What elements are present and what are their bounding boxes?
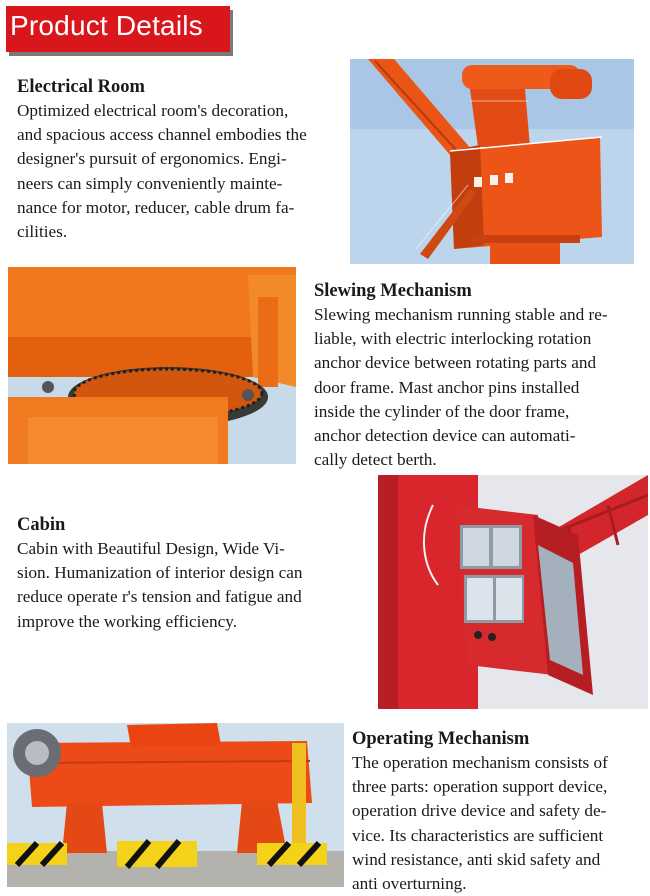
electrical-room-photo [350,59,634,264]
product-details-banner [6,6,230,52]
cabin-photo [378,475,648,709]
section-slewing-mechanism [314,279,648,472]
section-body: Cabin with Beautiful Design, Wide Vi- sion. Humanization of interior design can reduce operate r's tension and fatigue and improve the working efficiency. [17,539,303,631]
section-operating-mechanism [352,727,648,896]
section-body: Slewing mechanism running stable and re- liable, with electric interlocking rotation anchor device between rotating parts and door frame. Mast anchor pins installed inside the cylinder of the door frame, anchor detection device can automati- cally detect berth. [314,305,608,470]
section-body: Optimized electrical room's decoration, and spacious access channel embodies the designer's pursuit of ergonomics. Engi- neers can simply conveniently mainte- nance for motor, reducer, cable drum fa- cilities. [17,101,307,242]
section-cabin [17,513,357,634]
section-heading: Operating Mechanism [352,729,530,749]
section-heading: Electrical Room [17,77,145,97]
section-heading: Slewing Mechanism [314,281,472,301]
section-electrical-room [17,75,347,244]
banner-title: Product Details [10,10,203,41]
section-heading: Cabin [17,515,66,535]
section-body: The operation mechanism consists of three parts: operation support device, operation drive device and safety de- vice. Its characteristics are sufficient wind resistance, anti skid safety and anti overturning. [352,753,608,894]
operating-mechanism-photo [7,723,344,887]
slewing-mechanism-photo [8,267,296,464]
